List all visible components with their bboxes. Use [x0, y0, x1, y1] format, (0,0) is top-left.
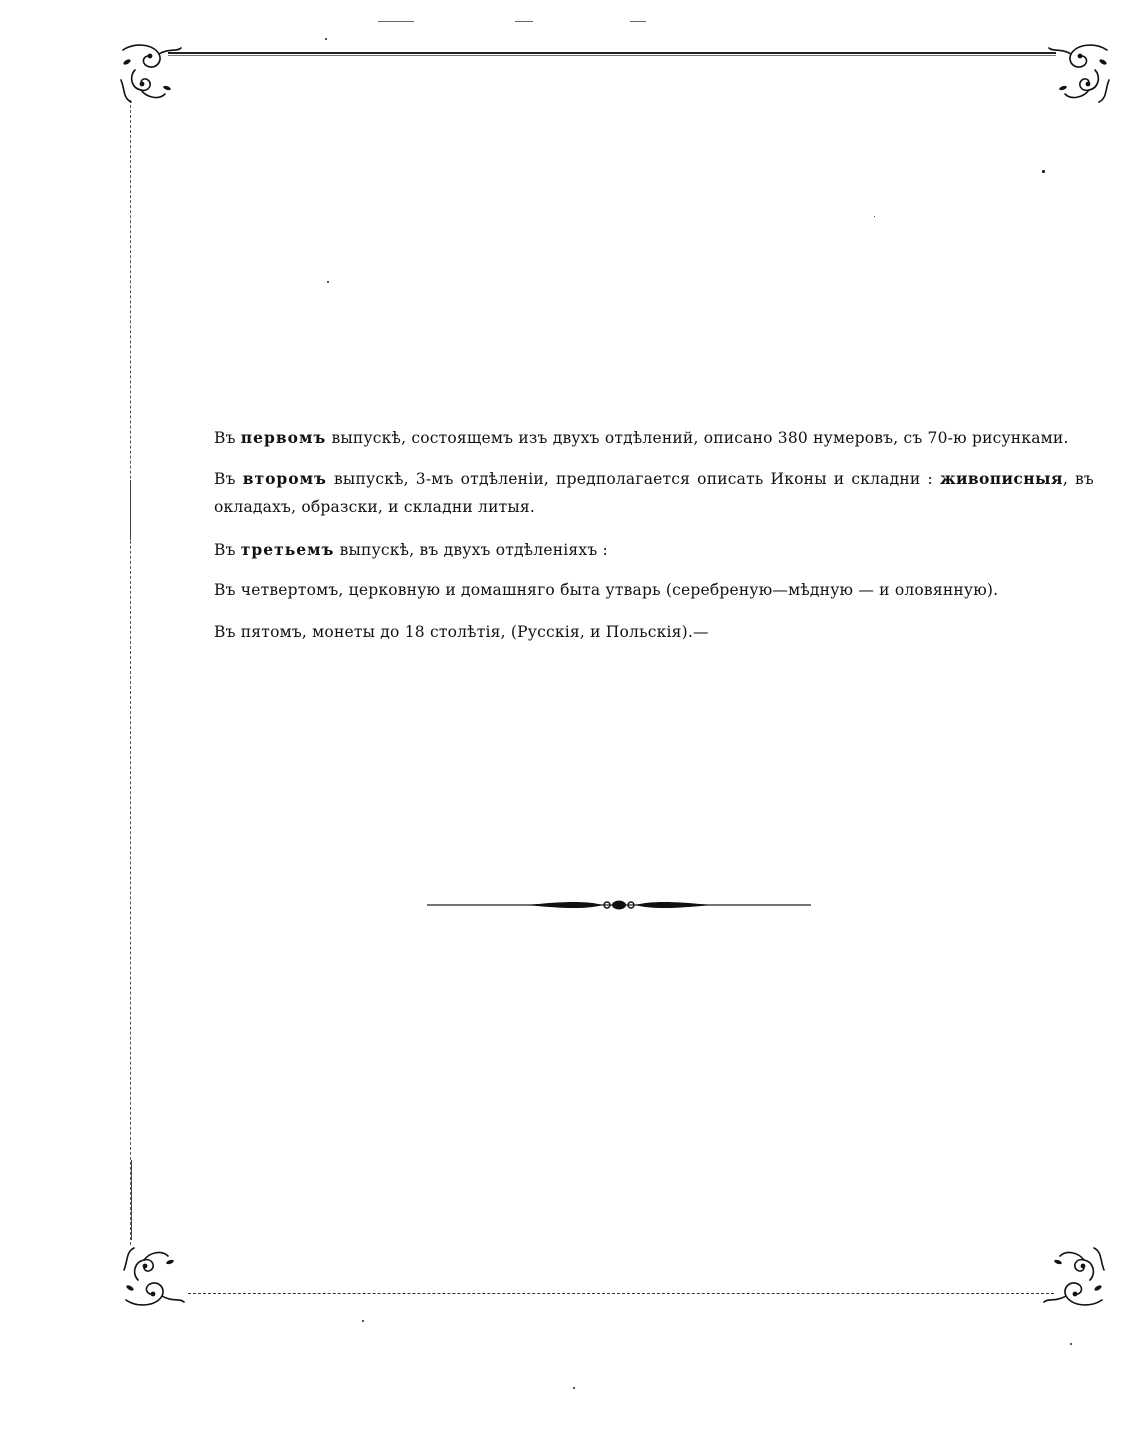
- paragraph-first-issue: [188, 424, 1094, 452]
- paragraph-text: Въ пятомъ, монеты до 18 столѣтiя, (Русскiя, и Польскiя).—: [214, 623, 709, 641]
- scan-speck: [874, 216, 875, 217]
- frame-left-solid-segment: [130, 480, 131, 540]
- top-mark-3: [630, 21, 646, 22]
- paragraph-lead: Въ: [214, 541, 236, 559]
- paragraph-lead: Въ: [214, 429, 236, 447]
- frame-top-rule: [168, 52, 1056, 54]
- paragraph-bold-term: третьемъ: [240, 540, 335, 559]
- scan-speck: [573, 1387, 575, 1389]
- paragraph-third-issue: [188, 536, 1094, 564]
- top-mark-1: [378, 21, 414, 22]
- floral-scroll-icon: [115, 40, 185, 110]
- scan-speck: [362, 1320, 364, 1322]
- scan-speck: [325, 38, 327, 40]
- floral-scroll-icon: [1045, 40, 1115, 110]
- paragraph-lead: Въ: [214, 470, 236, 488]
- paragraph-bold-term-2: живописныя: [939, 469, 1063, 488]
- scan-speck: [1042, 170, 1045, 173]
- paragraph-text: Въ четвертомъ, церковную и домашняго быта утварь (серебреную—мѣдную — и оловянную).: [214, 581, 999, 599]
- paragraph-text: выпускѣ, состоящемъ изъ двухъ отдѣлений, описано 380 нумеровъ, съ 70-ю рисунками.: [331, 429, 1069, 447]
- paragraph-fourth-section: [188, 576, 1094, 604]
- paragraph-second-issue: [188, 465, 1094, 521]
- frame-top-rule-thin: [168, 55, 1056, 56]
- frame-left-solid-segment-2: [131, 1160, 132, 1240]
- paragraph-text: выпускѣ, 3-мъ отдѣленiи, предполагается описать Иконы и складни :: [334, 470, 933, 488]
- ornamental-rule-icon: [427, 897, 811, 913]
- frame-bottom-rule: [188, 1293, 1054, 1294]
- paragraph-bold-term: первомъ: [240, 428, 327, 447]
- paragraph-text: выпускѣ, въ двухъ отдѣленiяхъ :: [339, 541, 608, 559]
- paragraph-text-2: , въ окладахъ, образски, и складни литыя.: [214, 470, 1094, 516]
- floral-scroll-icon: [1040, 1240, 1110, 1310]
- scan-speck: [1070, 1343, 1072, 1345]
- top-mark-2: [515, 21, 533, 22]
- frame-left-rule: [130, 100, 131, 1245]
- scan-speck: [327, 281, 329, 283]
- paragraph-fifth-section: [188, 618, 1094, 646]
- paragraph-bold-term: второмъ: [242, 469, 327, 488]
- floral-scroll-icon: [118, 1240, 188, 1310]
